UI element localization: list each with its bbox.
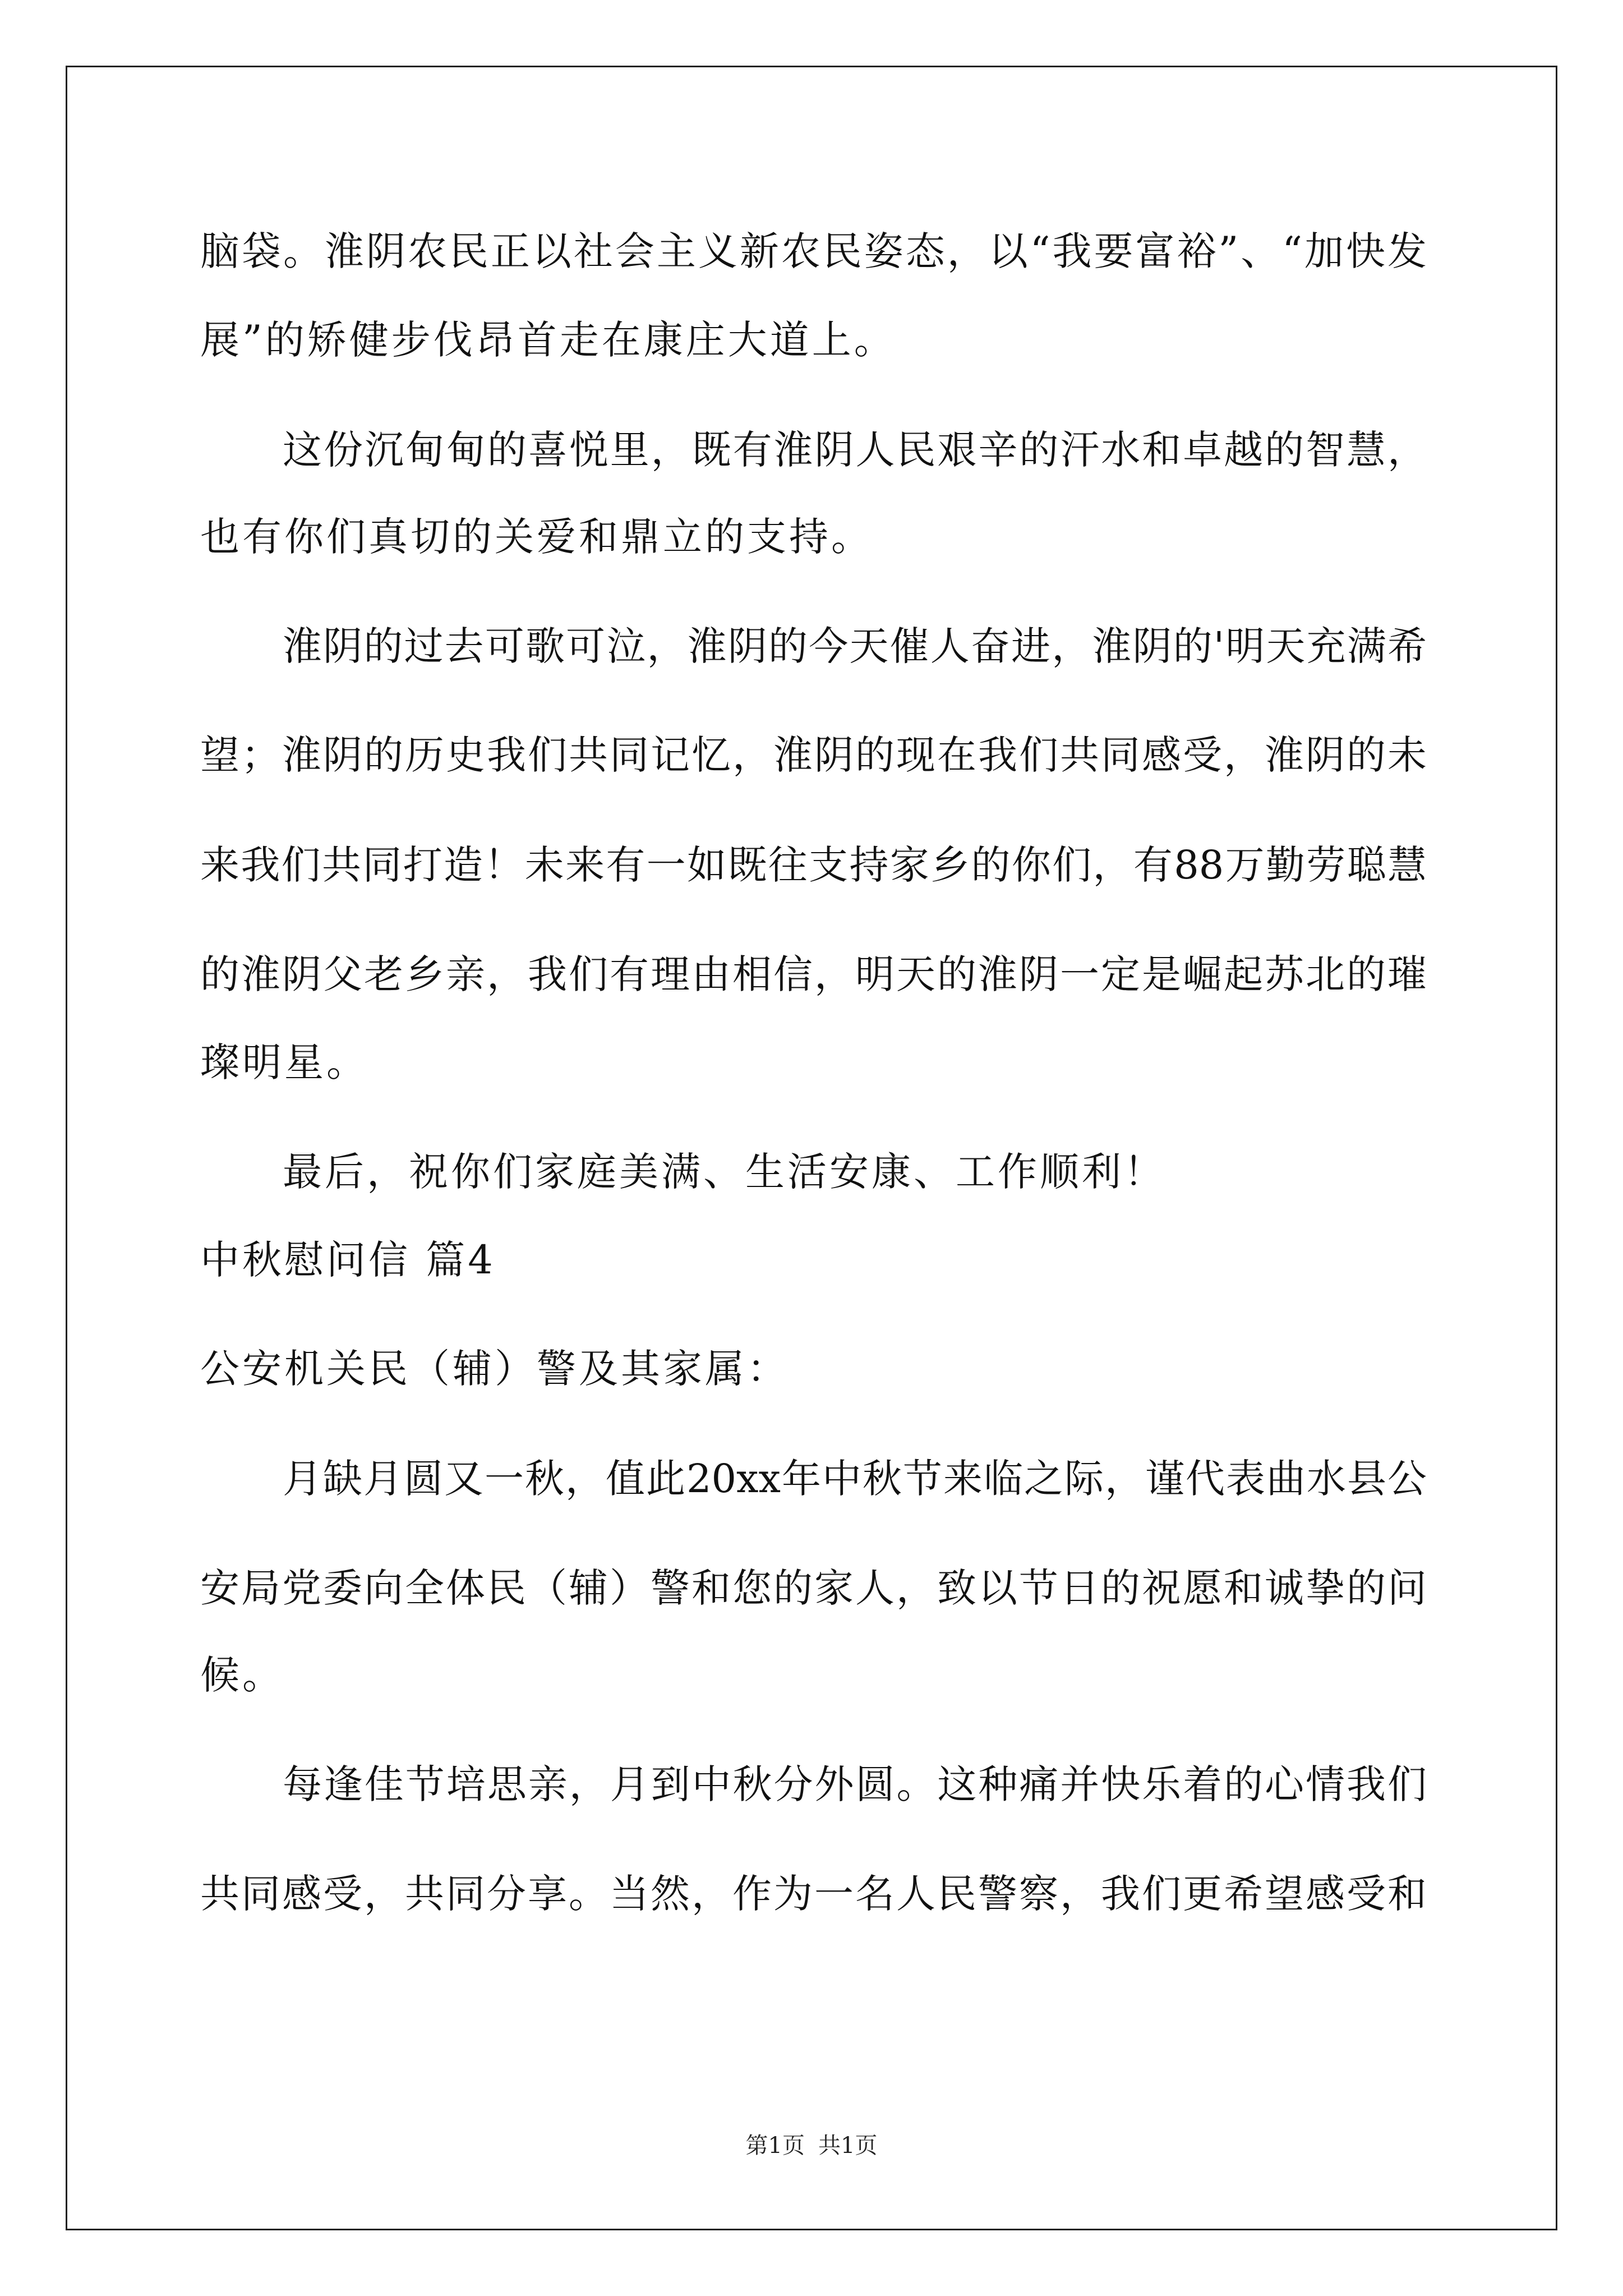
text-line-1: 脑袋。淮阴农民正以社会主义新农民姿态，以“我要富裕”、“加快发 [200,228,1427,274]
text-line-5: 淮阴的过去可歌可泣，淮阴的今天催人奋进，淮阴的'明天充满希 [283,623,1427,669]
text-line-9: 璨明星。 [200,1039,368,1085]
text-line-14: 安局党委向全体民（辅）警和您的家人，致以节日的祝愿和诚挚的问 [200,1565,1427,1611]
text-line-13: 月缺月圆又一秋，值此20xx年中秋节来临之际，谨代表曲水县公 [283,1456,1427,1502]
text-line-16: 每逢佳节培思亲，月到中秋分外圆。这种痛并快乐着的心情我们 [283,1761,1427,1807]
salutation: 公安机关民（辅）警及其家属： [200,1346,789,1392]
text-line-10: 最后，祝你们家庭美满、生活安康、工作顺利！ [283,1149,1166,1195]
text-line-17: 共同感受，共同分享。当然，作为一名人民警察，我们更希望感受和 [200,1871,1427,1917]
page-number: 第1页 [745,2133,805,2159]
text-line-4: 也有你们真切的关爱和鼎立的支持。 [200,514,873,560]
page-footer [0,2132,1623,2160]
text-line-7: 来我们共同打造！未来有一如既往支持家乡的你们，有88万勤劳聪慧 [200,842,1427,888]
section-heading: 中秋慰问信 篇4 [200,1237,496,1283]
text-line-15: 候。 [200,1652,284,1698]
text-line-3: 这份沉甸甸的喜悦里，既有淮阴人民艰辛的汗水和卓越的智慧， [283,427,1427,473]
text-line-6: 望；淮阴的历史我们共同记忆，淮阴的现在我们共同感受，淮阴的未 [200,732,1427,778]
text-line-2: 展”的矫健步伐昂首走在康庄大道上。 [200,317,896,363]
text-line-8: 的淮阴父老乡亲，我们有理由相信，明天的淮阴一定是崛起苏北的璀 [200,951,1427,997]
page-total: 共1页 [818,2133,878,2159]
